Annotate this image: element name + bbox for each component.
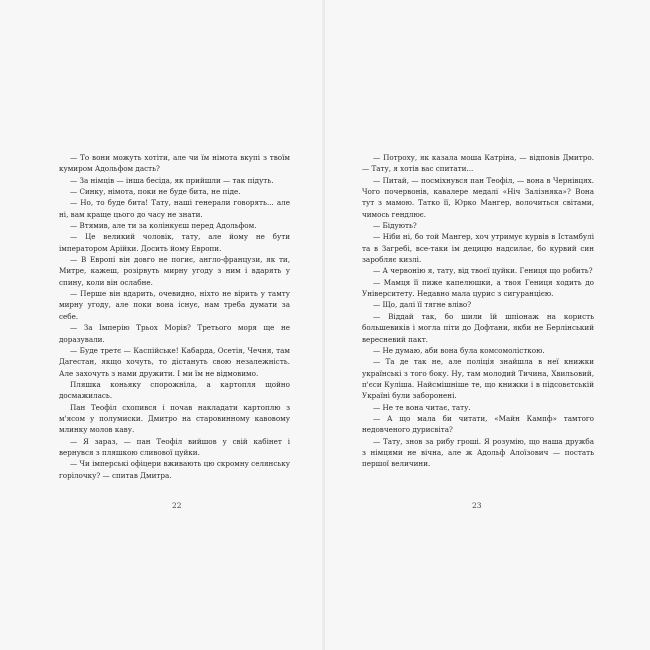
paragraph: Пляшка коньяку спорожніла, а картопля щойно досмажилась.	[59, 379, 290, 401]
paragraph: — Мамця її пиже капелюшки, а твоя Гениця ходить до Університету. Недавно мала цурис з сигуранцією.	[362, 277, 594, 299]
paragraph: — Тату, знов за рибу гроші. Я розумію, що наша дружба з німцями не вічна, але ж Адольф Алоїзович — постать першої величини.	[362, 436, 594, 469]
paragraph: — Потроху, як казала моша Катріна, — відповів Дмитро. — Тату, я хотів вас спитати...	[362, 153, 594, 174]
paragraph: — Бідують?	[373, 221, 417, 231]
paragraph: — Перше він вдарить, очевидно, ніхто не вірить у тамту мирну угоду, але поки вона існує, нам треба думати за себе.	[59, 289, 290, 321]
right-page	[325, 0, 650, 650]
left-page-text	[59, 152, 290, 481]
paragraph: — Та де так не, але поліція знайшла в неї книжки українські з того боку. Ну, там молодий Тичина, Хвильовий, п'єси Куліша. Найсмішніше те, що книжки і в підсовєтській Україні були заборонені.	[362, 357, 594, 401]
paragraph: — Буде третє — Каспійське! Кабарда, Осетія, Чечня, там Дагестан, якщо хочуть, то дістануть свою незалежність. Але захочуть з нами дружити. І ми їм не відмовимо.	[59, 345, 290, 378]
paragraph: — Я зараз, — пан Теофіл вийшов у свій кабінет і вернувся з пляшкою сливової цуйки.	[59, 436, 290, 457]
paragraph: — Втямив, але ти за колінкуєш перед Адольфом.	[70, 221, 257, 231]
paragraph: — Що, далі її тягне вліво?	[373, 300, 472, 310]
paragraph: — Не думаю, аби вона була комсомолісткою.	[373, 345, 545, 355]
paragraph: — За німців — інша бесіда, як прийшли — так підуть.	[70, 175, 274, 185]
paragraph: — Питай, — посміхнувся пан Теофіл, — вона в Чернівцях. Чого почервонів, кавалере медалі «Ніч Залізняка»? Вона тут з мамою. Татко її, Юрко Мангер, волочиться світами, чимось гендлює.	[362, 175, 594, 219]
page-number-right: 23	[472, 501, 482, 510]
paragraph: — То вони можуть хотіти, але чи їм німота вкупі з твоїм кумиром Адольфом дасть?	[59, 153, 290, 174]
paragraph: — Чи імперські офіцери вживають цю скромну селянську горілочку? — спитав Дмитра.	[59, 459, 291, 480]
paragraph: — Синку, німота, поки не буде бита, не піде.	[70, 187, 241, 197]
paragraph: — Це великий чоловік, тату, але йому не бути імператором Арійки. Досить йому Европи.	[59, 232, 290, 253]
paragraph: — Не те вона читає, тату.	[373, 402, 471, 412]
page-number-left: 22	[172, 501, 182, 510]
paragraph: — Віддай так, бо шили їй шпіонаж на користь большевиків і могла піти до Дофтани, якби не Берлінський вересневий пакт.	[362, 311, 594, 344]
paragraph: — А що мала би читати, «Майн Кампф» тамтого недовченого дурисвіта?	[362, 413, 594, 435]
paragraph: — Ніби ні, бо той Мангер, хоч утримує курвів в Істамбулі та в Загребі, все-таки ім децицю надсилає, бо курвий син заробляє кизлі.	[362, 232, 594, 265]
paragraph: — Но, то буде бита! Тату, наші генерали говорять... але ні, вам краще цього до часу не знати.	[59, 198, 290, 219]
paragraph: Пан Теофіл схопився і почав накладати картоплю з м'ясом у полумиски. Дмитро на старовинному кавовому млинку молов каву.	[59, 402, 290, 435]
paragraph: — За Імперію Трьох Морів? Третього моря ще не доразували.	[59, 323, 290, 344]
right-page-text	[362, 152, 594, 470]
paragraph: — В Европі він довго не погиє, англо-французи, як ти, Митре, кажеш, розірвуть мирну угоду з ним і вдарять у спину, коли він ослабне.	[59, 255, 290, 287]
paragraph: — А червонію я, тату, від твоєї цуйки. Гениця що робить?	[373, 266, 593, 276]
